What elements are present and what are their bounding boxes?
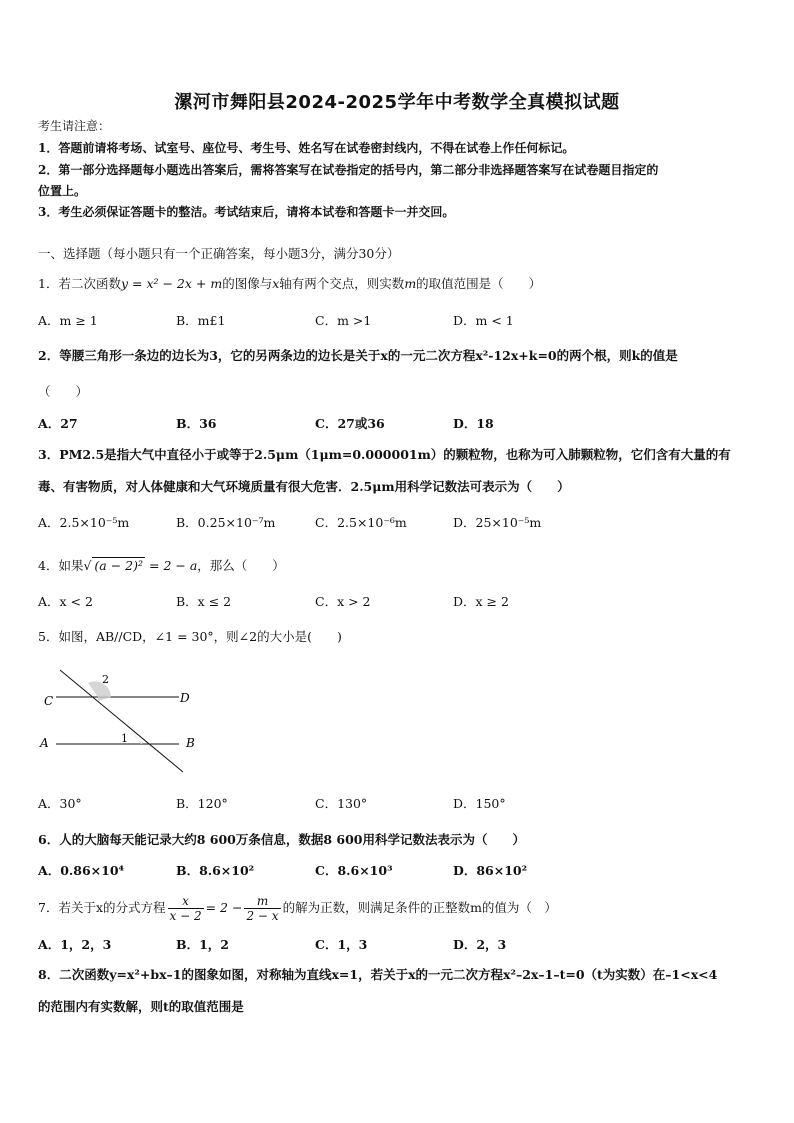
q1-option-c[interactable]: C．m >1: [315, 313, 372, 328]
parallel-lines-figure: [36, 665, 196, 777]
notice-item-3: 3．考生必须保证答题卡的整洁。考试结束后，请将本试卷和答题卡一并交回。: [38, 205, 455, 219]
q2-option-a[interactable]: A．27: [38, 416, 78, 431]
q3-option-b[interactable]: B．0.25×10⁻⁷m: [176, 515, 276, 530]
label-angle-2: 2: [102, 673, 109, 686]
q2-option-b[interactable]: B．36: [176, 416, 217, 431]
q7-fraction-2: [244, 894, 280, 923]
q6-option-a[interactable]: A．0.86×10⁴: [38, 863, 124, 878]
q7-frac2-numerator: m: [244, 894, 280, 909]
q1-mid: 的图像与: [222, 276, 273, 291]
q6-option-d[interactable]: D．86×10²: [453, 863, 528, 878]
notice-item-1: 1．答题前请将考场、试室号、座位号、考生号、姓名写在试卷密封线内，不得在试卷上作任何标记。: [38, 141, 575, 155]
q4-pre: 4．如果: [38, 558, 84, 573]
q7-fraction-1: [168, 894, 204, 923]
q7-frac1-denominator: x − 2: [169, 909, 202, 923]
q2-option-c[interactable]: C．27或36: [315, 416, 385, 431]
angle-1-arc: [134, 735, 143, 744]
label-b: B: [186, 736, 195, 750]
q1-formula: y = x² − 2x + m: [120, 276, 223, 291]
q7-pre: 7．若关于x的分式方程: [38, 900, 166, 915]
q1-end: 的取值范围是（ ）: [416, 276, 542, 291]
question-8-continued: 的范围内有实数解，则t的取值范围是: [38, 999, 244, 1014]
question-5: 5．如图，AB//CD，∠1 = 30°，则∠2的大小是( ): [38, 629, 342, 644]
question-7: [38, 892, 557, 924]
q5-option-a[interactable]: A．30°: [38, 796, 82, 811]
section-heading: 一、选择题（每小题只有一个正确答案，每小题3分，满分30分）: [38, 246, 400, 261]
q1-post: 轴有两个交点，则实数: [279, 276, 405, 291]
q5-option-c[interactable]: C．130°: [315, 796, 368, 811]
q7-option-d[interactable]: D．2，3: [453, 937, 507, 952]
q3-option-c[interactable]: C．2.5×10⁻⁶m: [315, 515, 407, 530]
label-angle-1: 1: [121, 732, 128, 745]
q6-option-c[interactable]: C．8.6×10³: [315, 863, 393, 878]
q4-option-c[interactable]: C．x > 2: [315, 594, 371, 609]
q1-option-b[interactable]: B．m£1: [176, 313, 226, 328]
sqrt-sign: √: [83, 558, 92, 573]
q7-mid: = 2 −: [205, 900, 243, 915]
q7-frac1-numerator: x: [168, 894, 204, 909]
q2-option-d[interactable]: D．18: [453, 416, 494, 431]
q3-option-a[interactable]: A．2.5×10⁻⁵m: [38, 515, 130, 530]
q4-radicand: (a − 2)²: [94, 558, 144, 573]
q4-option-d[interactable]: D．x ≥ 2: [453, 594, 509, 609]
q7-post: 的解为正数，则满足条件的正整数m的值为（ ）: [282, 900, 557, 915]
question-4: [38, 557, 285, 574]
question-3-continued: 毒、有害物质，对人体健康和大气环境质量有很大危害．2.5μm用科学记数法可表示为（ ）: [38, 479, 570, 494]
q7-option-a[interactable]: A．1，2，3: [38, 937, 112, 952]
transversal-line: [60, 670, 183, 772]
q5-option-b[interactable]: B．120°: [176, 796, 228, 811]
q5-option-d[interactable]: D．150°: [453, 796, 506, 811]
q7-option-b[interactable]: B．1，2: [176, 937, 229, 952]
q4-post: ，那么（ ）: [197, 558, 285, 573]
q1-axis: x: [272, 276, 280, 291]
q7-frac2-denominator: 2 − x: [246, 909, 279, 923]
question-2-continued: （ ）: [38, 384, 89, 399]
question-3: 3．PM2.5是指大气中直径小于或等于2.5μm（1μm=0.000001m）的颗粒物，也称为可入肺颗粒物，它们含有大量的有: [38, 447, 731, 462]
q6-option-b[interactable]: B．8.6×10²: [176, 863, 255, 878]
q1-option-a[interactable]: A．m ≥ 1: [38, 313, 98, 328]
q7-option-c[interactable]: C．1，3: [315, 937, 368, 952]
notice-item-2: 2．第一部分选择题每小题选出答案后，需将答案写在试卷指定的括号内，第二部分非选择题答案写在试卷题目指定的: [38, 163, 659, 177]
q3-option-d[interactable]: D．25×10⁻⁵m: [453, 515, 542, 530]
question-2: 2．等腰三角形一条边的边长为3，它的另两条边的边长是关于x的一元二次方程x²-12x+k=0的两个根，则k的值是: [38, 348, 678, 363]
q4-option-b[interactable]: B．x ≤ 2: [176, 594, 232, 609]
q4-option-a[interactable]: A．x < 2: [38, 594, 93, 609]
q4-rhs: = 2 − a: [149, 558, 198, 573]
q1-var: m: [404, 276, 417, 291]
q1-pre: 1．若二次函数: [38, 276, 121, 291]
question-6: 6．人的大脑每天能记录大约8 600万条信息，数据8 600用科学记数法表示为（ ）: [38, 832, 525, 847]
label-a: A: [40, 736, 49, 750]
notice-heading: 考生请注意：: [38, 119, 111, 133]
question-8: 8．二次函数y=x²+bx–1的图象如图，对称轴为直线x=1，若关于x的一元二次方程x²–2x–1–t=0（t为实数）在–1<x<4: [38, 967, 718, 982]
q1-option-d[interactable]: D．m < 1: [453, 313, 514, 328]
label-d: D: [180, 691, 190, 705]
label-c: C: [44, 694, 54, 708]
notice-item-2-continued: 位置上。: [38, 184, 87, 198]
page-title: 漯河市舞阳县2024-2025学年中考数学全真模拟试题: [174, 92, 620, 113]
question-1: [38, 276, 541, 292]
